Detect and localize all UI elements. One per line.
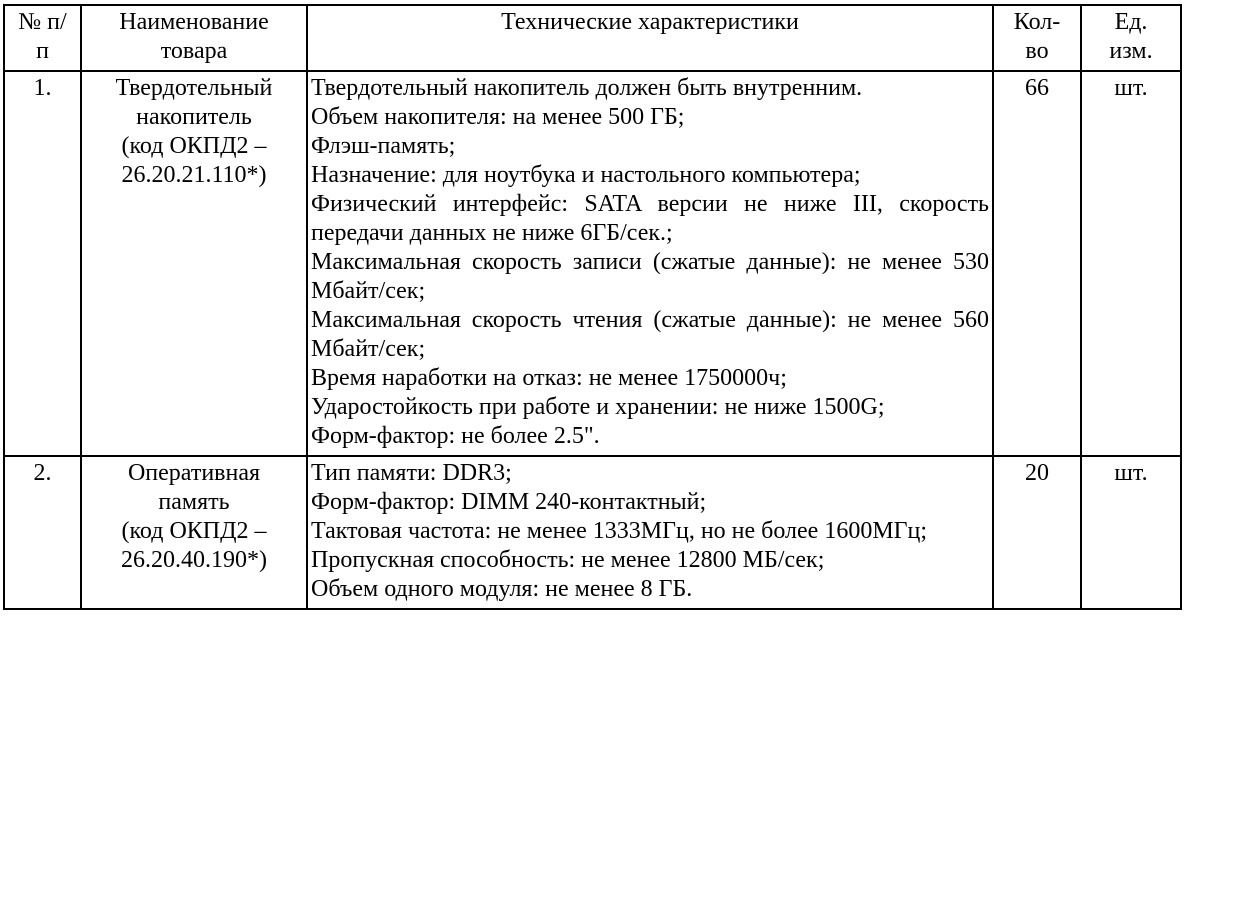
spec-item: Физический интерфейс: SATA версии не ниже III, скорость передачи данных не ниже 6ГБ/сек.; xyxy=(311,191,989,246)
product-specifications xyxy=(307,71,993,456)
row-number: 1. xyxy=(4,71,81,456)
table-row xyxy=(4,71,1181,456)
spec-item: Время наработки на отказ: не менее 1750000ч; xyxy=(311,365,787,391)
header-unit-line: Ед. xyxy=(1114,9,1148,35)
spec-item: Форм-фактор: DIMM 240-контактный; xyxy=(311,489,707,515)
header-quantity-line: Кол- xyxy=(1013,9,1061,35)
spec-item: Тип памяти: DDR3; xyxy=(311,460,512,486)
header-number xyxy=(4,5,81,71)
product-code-line: (код ОКПД2 – xyxy=(121,518,267,544)
unit: шт. xyxy=(1081,71,1181,456)
product-name-line: накопитель xyxy=(136,104,252,130)
spec-item: Твердотельный накопитель должен быть внутренним. xyxy=(311,75,863,101)
header-specifications: Технические характеристики xyxy=(307,5,993,71)
header-number-line: п xyxy=(36,38,49,64)
spec-item: Максимальная скорость записи (сжатые данные): не менее 530 Мбайт/сек; xyxy=(311,249,989,304)
header-row xyxy=(4,5,1181,71)
table-row xyxy=(4,456,1181,609)
spec-item: Флэш-память; xyxy=(311,133,456,159)
spec-item: Тактовая частота: не менее 1333МГц, но не более 1600МГц; xyxy=(311,518,928,544)
product-name xyxy=(81,71,307,456)
unit: шт. xyxy=(1081,456,1181,609)
header-unit xyxy=(1081,5,1181,71)
spec-item: Объем накопителя: на менее 500 ГБ; xyxy=(311,104,685,130)
header-name-line: Наименование xyxy=(119,9,269,35)
row-number: 2. xyxy=(4,456,81,609)
header-unit-line: изм. xyxy=(1109,38,1153,64)
header-quantity-line: во xyxy=(1025,38,1049,64)
spec-item: Назначение: для ноутбука и настольного компьютера; xyxy=(311,162,861,188)
quantity: 66 xyxy=(993,71,1081,456)
spec-item: Объем одного модуля: не менее 8 ГБ. xyxy=(311,576,693,602)
product-code-line: 26.20.40.190*) xyxy=(121,547,267,573)
product-name-line: Твердотельный xyxy=(115,75,273,101)
spec-item: Ударостойкость при работе и хранении: не ниже 1500G; xyxy=(311,394,885,420)
specification-table xyxy=(3,4,1182,610)
header-quantity xyxy=(993,5,1081,71)
product-name-line: память xyxy=(158,489,230,515)
product-code-line: (код ОКПД2 – xyxy=(121,133,267,159)
header-name xyxy=(81,5,307,71)
product-code-line: 26.20.21.110*) xyxy=(121,162,267,188)
product-specifications xyxy=(307,456,993,609)
header-number-line: № п/ xyxy=(18,9,67,35)
spec-item: Форм-фактор: не более 2.5". xyxy=(311,423,600,449)
spec-item: Пропускная способность: не менее 12800 МБ/сек; xyxy=(311,547,825,573)
product-name xyxy=(81,456,307,609)
quantity: 20 xyxy=(993,456,1081,609)
product-name-line: Оперативная xyxy=(127,460,261,486)
header-name-line: товара xyxy=(160,38,228,64)
spec-item: Максимальная скорость чтения (сжатые данные): не менее 560 Мбайт/сек; xyxy=(311,307,989,362)
